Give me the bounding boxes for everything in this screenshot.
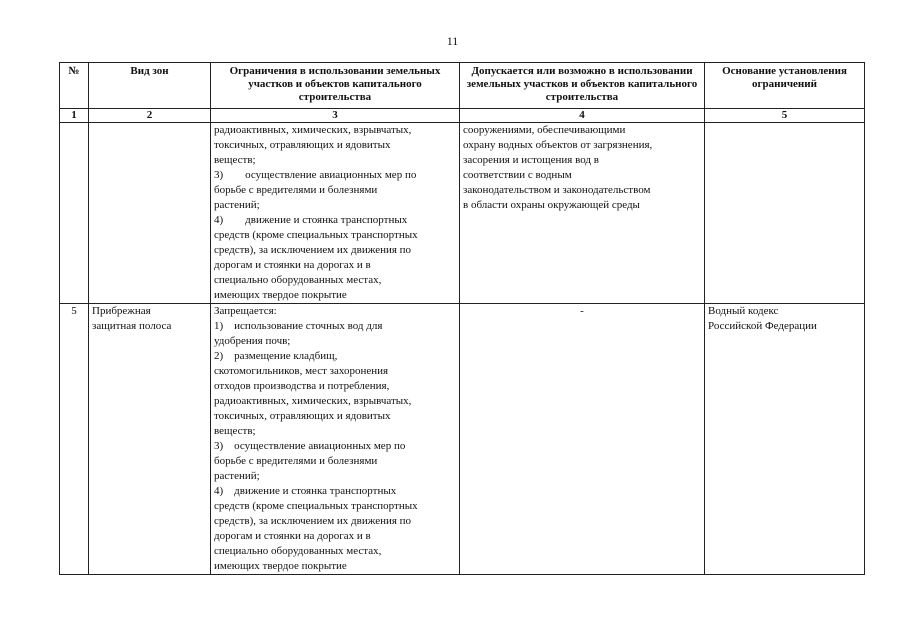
restrictions-cell: [211, 123, 460, 304]
restrictions-line: 3) осуществление авиационных мер по: [214, 440, 406, 452]
column-number: 5: [705, 109, 865, 123]
column-number: 2: [89, 109, 211, 123]
allowed-line: охрану водных объектов от загрязнения,: [463, 139, 653, 151]
zone-name: [89, 304, 211, 575]
restrictions-line: веществ;: [214, 425, 256, 437]
allowed-line: законодательством и законодательством: [463, 184, 651, 196]
column-number: 1: [60, 109, 89, 123]
restrictions-line: специально оборудованных местах,: [214, 274, 382, 286]
header-row: [60, 63, 865, 109]
zone-name-line: защитная полоса: [92, 320, 172, 332]
zone-name-line: Прибрежная: [92, 305, 151, 317]
header-basis: Основание установления ограничений: [705, 63, 865, 109]
header-allowed: Допускается или возможно в использовании земельных участков и объектов капитального строительства: [460, 63, 705, 109]
zones-table: [59, 62, 865, 575]
restrictions-line: борьбе с вредителями и болезнями: [214, 455, 378, 467]
column-number: 4: [460, 109, 705, 123]
header-number: №: [60, 63, 89, 109]
restrictions-line: Запрещается:: [214, 305, 277, 317]
restrictions-line: дорогам и стоянки на дорогах и в: [214, 530, 371, 542]
restrictions-line: скотомогильников, мест захоронения: [214, 365, 389, 377]
allowed-line: засорения и истощения вод в: [463, 154, 599, 166]
restrictions-line: растений;: [214, 470, 260, 482]
restrictions-line: радиоактивных, химических, взрывчатых,: [214, 124, 412, 136]
header-zone-type: Вид зон: [89, 63, 211, 109]
basis-cell: [705, 304, 865, 575]
restrictions-line: 2) размещение кладбищ,: [214, 350, 338, 362]
restrictions-line: отходов производства и потребления,: [214, 380, 390, 392]
restrictions-line: радиоактивных, химических, взрывчатых,: [214, 395, 412, 407]
row-number: 5: [60, 304, 89, 575]
column-number: 3: [211, 109, 460, 123]
restrictions-line: дорогам и стоянки на дорогах и в: [214, 259, 371, 271]
restrictions-line: борьбе с вредителями и болезнями: [214, 184, 378, 196]
table-row: [60, 123, 865, 304]
basis-cell: [705, 123, 865, 304]
restrictions-line: веществ;: [214, 154, 256, 166]
column-number-row: [60, 109, 865, 123]
restrictions-line: удобрения почв;: [214, 335, 291, 347]
restrictions-line: имеющих твердое покрытие: [214, 560, 347, 572]
restrictions-line: 3) осуществление авиационных мер по: [214, 169, 417, 181]
page-number: 11: [446, 34, 459, 48]
restrictions-line: токсичных, отравляющих и ядовитых: [214, 410, 391, 422]
restrictions-line: 1) использование сточных вод для: [214, 320, 383, 332]
restrictions-line: 4) движение и стоянка транспортных: [214, 485, 397, 497]
restrictions-cell: [211, 304, 460, 575]
allowed-cell: [460, 304, 705, 575]
allowed-dash: -: [580, 305, 584, 317]
allowed-line: соответствии с водным: [463, 169, 572, 181]
basis-line: Российской Федерации: [708, 320, 817, 332]
restrictions-line: средств (кроме специальных транспортных: [214, 500, 418, 512]
allowed-line: сооружениями, обеспечивающими: [463, 124, 626, 136]
restrictions-line: 4) движение и стоянка транспортных: [214, 214, 408, 226]
row-number: [60, 123, 89, 304]
table-row: [60, 304, 865, 575]
allowed-cell: [460, 123, 705, 304]
restrictions-line: имеющих твердое покрытие: [214, 289, 347, 301]
restrictions-line: растений;: [214, 199, 260, 211]
restrictions-line: средств (кроме специальных транспортных: [214, 229, 418, 241]
allowed-line: в области охраны окружающей среды: [463, 199, 640, 211]
restrictions-line: токсичных, отравляющих и ядовитых: [214, 139, 391, 151]
header-restrictions: Ограничения в использовании земельных участков и объектов капитального строительства: [211, 63, 460, 109]
restrictions-line: специально оборудованных местах,: [214, 545, 382, 557]
zone-name: [89, 123, 211, 304]
restrictions-line: средств), за исключением их движения по: [214, 515, 412, 527]
restrictions-line: средств), за исключением их движения по: [214, 244, 412, 256]
basis-line: Водный кодекс: [708, 305, 779, 317]
